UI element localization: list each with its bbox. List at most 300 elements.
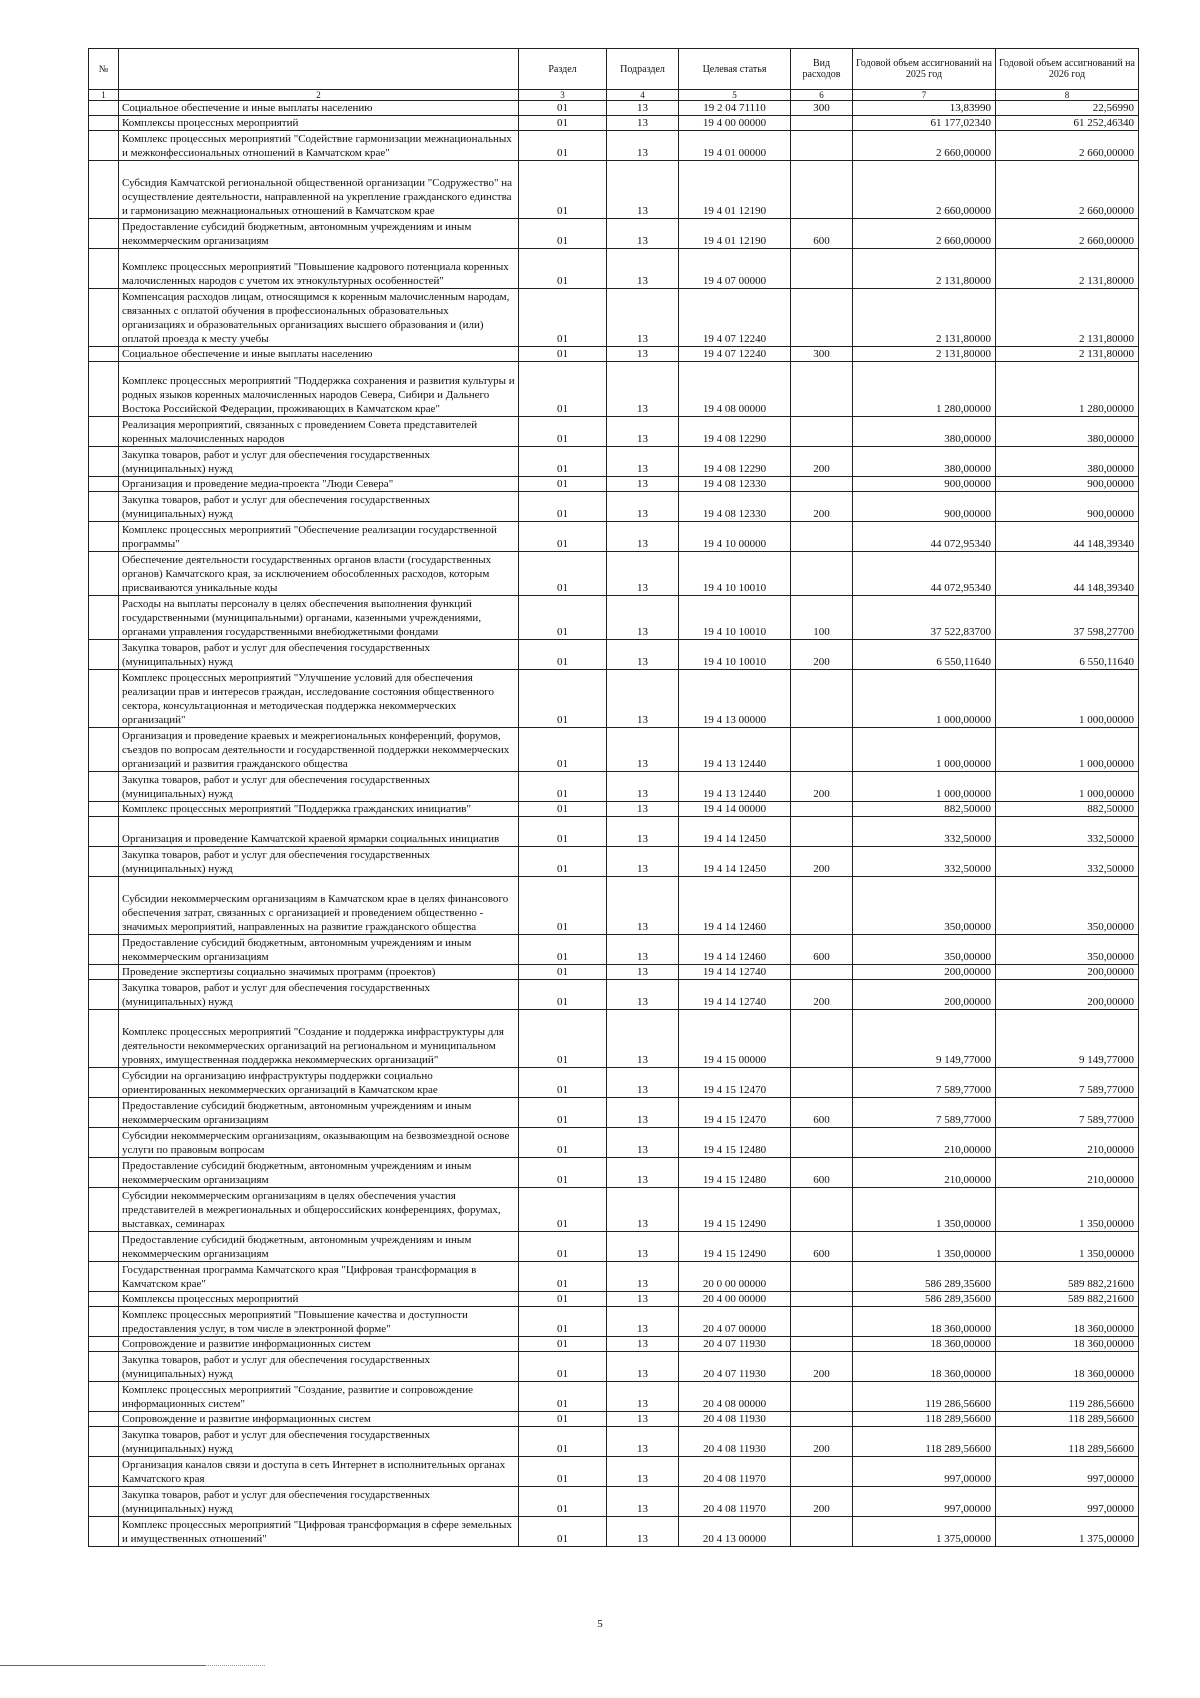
cell-vid	[791, 965, 853, 980]
cell-2026: 210,00000	[996, 1128, 1139, 1158]
cell-statya: 19 4 10 00000	[679, 522, 791, 552]
cell-name: Предоставление субсидий бюджетным, автономным учреждениям и иным некоммерческим организациям	[119, 1232, 519, 1262]
cell-vid	[791, 116, 853, 131]
cell-razdel: 01	[519, 522, 607, 552]
cell-statya: 19 4 15 12480	[679, 1158, 791, 1188]
cell-2025: 997,00000	[853, 1457, 996, 1487]
cell-2026: 1 000,00000	[996, 728, 1139, 772]
cell-name: Закупка товаров, работ и услуг для обеспечения государственных (муниципальных) нужд	[119, 980, 519, 1010]
col-number: 5	[679, 90, 791, 101]
cell-2026: 380,00000	[996, 417, 1139, 447]
cell-razdel: 01	[519, 1262, 607, 1292]
cell-num	[89, 670, 119, 728]
cell-vid	[791, 522, 853, 552]
cell-podrazdel: 13	[607, 447, 679, 477]
header-razdel: Раздел	[519, 49, 607, 90]
cell-name: Субсидии некоммерческим организациям в Камчатском крае в целях финансового обеспечения затрат, связанных с организацией и проведением общественно - значимых мероприятий, направленных на развитие гражданского общества	[119, 877, 519, 935]
table-row	[89, 877, 1139, 935]
cell-vid	[791, 362, 853, 417]
table-row	[89, 772, 1139, 802]
cell-podrazdel: 13	[607, 1098, 679, 1128]
cell-razdel: 01	[519, 447, 607, 477]
cell-num	[89, 522, 119, 552]
budget-table	[88, 48, 1139, 1547]
cell-num	[89, 1158, 119, 1188]
cell-name: Организация и проведение медиа-проекта "Люди Севера"	[119, 477, 519, 492]
cell-statya: 19 4 15 12470	[679, 1098, 791, 1128]
cell-razdel: 01	[519, 802, 607, 817]
cell-2026: 7 589,77000	[996, 1098, 1139, 1128]
cell-num	[89, 1307, 119, 1337]
cell-num	[89, 1010, 119, 1068]
cell-num	[89, 772, 119, 802]
cell-podrazdel: 13	[607, 289, 679, 347]
cell-2026: 589 882,21600	[996, 1292, 1139, 1307]
cell-statya: 19 4 07 12240	[679, 347, 791, 362]
cell-statya: 19 4 01 12190	[679, 161, 791, 219]
cell-num	[89, 596, 119, 640]
cell-razdel: 01	[519, 1098, 607, 1128]
cell-2025: 7 589,77000	[853, 1098, 996, 1128]
cell-podrazdel: 13	[607, 492, 679, 522]
cell-podrazdel: 13	[607, 1188, 679, 1232]
cell-2026: 7 589,77000	[996, 1068, 1139, 1098]
cell-2026: 380,00000	[996, 447, 1139, 477]
cell-statya: 19 4 00 00000	[679, 116, 791, 131]
table-row	[89, 417, 1139, 447]
cell-podrazdel: 13	[607, 1517, 679, 1547]
cell-name: Комплекс процессных мероприятий "Обеспечение реализации государственной программы"	[119, 522, 519, 552]
cell-name: Сопровождение и развитие информационных систем	[119, 1412, 519, 1427]
cell-2025: 200,00000	[853, 965, 996, 980]
cell-2025: 332,50000	[853, 847, 996, 877]
cell-statya: 19 4 14 12450	[679, 847, 791, 877]
cell-num	[89, 249, 119, 289]
cell-num	[89, 347, 119, 362]
header-statya: Целевая статья	[679, 49, 791, 90]
cell-num	[89, 1128, 119, 1158]
cell-podrazdel: 13	[607, 1292, 679, 1307]
cell-num	[89, 817, 119, 847]
cell-name: Комплекс процессных мероприятий "Повышение кадрового потенциала коренных малочисленных народов с учетом их этнокультурных особенностей"	[119, 249, 519, 289]
cell-vid	[791, 1307, 853, 1337]
table-row	[89, 1068, 1139, 1098]
table-row	[89, 817, 1139, 847]
cell-statya: 19 4 01 12190	[679, 219, 791, 249]
cell-2026: 9 149,77000	[996, 1010, 1139, 1068]
table-row	[89, 596, 1139, 640]
cell-razdel: 01	[519, 980, 607, 1010]
cell-2025: 1 375,00000	[853, 1517, 996, 1547]
cell-2025: 2 660,00000	[853, 219, 996, 249]
table-row	[89, 1188, 1139, 1232]
cell-statya: 19 4 08 12290	[679, 417, 791, 447]
table-row	[89, 1307, 1139, 1337]
cell-razdel: 01	[519, 728, 607, 772]
cell-vid	[791, 1517, 853, 1547]
cell-2025: 2 660,00000	[853, 161, 996, 219]
cell-num	[89, 1517, 119, 1547]
cell-razdel: 01	[519, 877, 607, 935]
table-row	[89, 1382, 1139, 1412]
cell-name: Комплекс процессных мероприятий "Содействие гармонизации межнациональных и межконфессиональных отношений в Камчатском крае"	[119, 131, 519, 161]
cell-razdel: 01	[519, 1382, 607, 1412]
cell-2026: 6 550,11640	[996, 640, 1139, 670]
cell-podrazdel: 13	[607, 131, 679, 161]
cell-name: Закупка товаров, работ и услуг для обеспечения государственных (муниципальных) нужд	[119, 847, 519, 877]
cell-razdel: 01	[519, 640, 607, 670]
cell-2026: 882,50000	[996, 802, 1139, 817]
cell-vid: 600	[791, 1232, 853, 1262]
cell-statya: 19 4 08 00000	[679, 362, 791, 417]
table-row	[89, 1487, 1139, 1517]
cell-name: Субсидии на организацию инфраструктуры поддержки социально ориентированных некоммерческих организаций в Камчатском крае	[119, 1068, 519, 1098]
cell-num	[89, 417, 119, 447]
cell-name: Предоставление субсидий бюджетным, автономным учреждениям и иным некоммерческим организациям	[119, 219, 519, 249]
table-row	[89, 1262, 1139, 1292]
cell-2025: 7 589,77000	[853, 1068, 996, 1098]
table-row	[89, 249, 1139, 289]
cell-num	[89, 640, 119, 670]
cell-2025: 2 131,80000	[853, 347, 996, 362]
cell-podrazdel: 13	[607, 1232, 679, 1262]
cell-statya: 19 4 14 00000	[679, 802, 791, 817]
cell-statya: 19 4 13 12440	[679, 728, 791, 772]
cell-2025: 380,00000	[853, 417, 996, 447]
cell-2026: 44 148,39340	[996, 522, 1139, 552]
cell-vid	[791, 877, 853, 935]
cell-podrazdel: 13	[607, 417, 679, 447]
cell-name: Расходы на выплаты персоналу в целях обеспечения выполнения функций государственными (муниципальными) органами, казенными учреждениями, органами управления государственными внебюджетными фондами	[119, 596, 519, 640]
cell-razdel: 01	[519, 249, 607, 289]
cell-vid: 200	[791, 492, 853, 522]
cell-name: Субсидии некоммерческим организациям в целях обеспечения участия представителей в межрегиональных и общероссийских конференциях, форумах, выставках, семинарах	[119, 1188, 519, 1232]
cell-num	[89, 447, 119, 477]
cell-vid	[791, 1412, 853, 1427]
cell-2026: 1 350,00000	[996, 1232, 1139, 1262]
table-row	[89, 1517, 1139, 1547]
cell-2026: 22,56990	[996, 101, 1139, 116]
cell-vid: 200	[791, 447, 853, 477]
cell-2025: 2 131,80000	[853, 249, 996, 289]
cell-name: Организация каналов связи и доступа в сеть Интернет в исполнительных органах Камчатского края	[119, 1457, 519, 1487]
cell-num	[89, 1412, 119, 1427]
cell-vid	[791, 670, 853, 728]
cell-2025: 118 289,56600	[853, 1412, 996, 1427]
cell-2025: 9 149,77000	[853, 1010, 996, 1068]
cell-vid	[791, 417, 853, 447]
cell-name: Закупка товаров, работ и услуг для обеспечения государственных (муниципальных) нужд	[119, 772, 519, 802]
cell-vid: 300	[791, 347, 853, 362]
cell-name: Закупка товаров, работ и услуг для обеспечения государственных (муниципальных) нужд	[119, 1427, 519, 1457]
cell-podrazdel: 13	[607, 772, 679, 802]
col-number: 4	[607, 90, 679, 101]
cell-2025: 332,50000	[853, 817, 996, 847]
cell-name: Закупка товаров, работ и услуг для обеспечения государственных (муниципальных) нужд	[119, 1487, 519, 1517]
cell-num	[89, 1352, 119, 1382]
cell-vid: 300	[791, 101, 853, 116]
header-name	[119, 49, 519, 90]
cell-statya: 19 4 15 12490	[679, 1188, 791, 1232]
cell-name: Закупка товаров, работ и услуг для обеспечения государственных (муниципальных) нужд	[119, 640, 519, 670]
cell-vid	[791, 1457, 853, 1487]
cell-statya: 20 0 00 00000	[679, 1262, 791, 1292]
cell-name: Закупка товаров, работ и услуг для обеспечения государственных (муниципальных) нужд	[119, 1352, 519, 1382]
table-row	[89, 802, 1139, 817]
cell-razdel: 01	[519, 847, 607, 877]
cell-num	[89, 101, 119, 116]
cell-2025: 882,50000	[853, 802, 996, 817]
cell-num	[89, 161, 119, 219]
cell-podrazdel: 13	[607, 249, 679, 289]
col-number: 2	[119, 90, 519, 101]
cell-vid: 600	[791, 1158, 853, 1188]
cell-statya: 19 4 15 12480	[679, 1128, 791, 1158]
cell-num	[89, 1262, 119, 1292]
col-number: 6	[791, 90, 853, 101]
table-row	[89, 131, 1139, 161]
cell-2025: 1 000,00000	[853, 772, 996, 802]
table-row	[89, 362, 1139, 417]
cell-2026: 1 000,00000	[996, 670, 1139, 728]
cell-2026: 210,00000	[996, 1158, 1139, 1188]
cell-2025: 350,00000	[853, 877, 996, 935]
cell-podrazdel: 13	[607, 1307, 679, 1337]
cell-2025: 44 072,95340	[853, 522, 996, 552]
cell-podrazdel: 13	[607, 980, 679, 1010]
cell-2026: 332,50000	[996, 817, 1139, 847]
cell-name: Закупка товаров, работ и услуг для обеспечения государственных (муниципальных) нужд	[119, 447, 519, 477]
cell-2025: 380,00000	[853, 447, 996, 477]
cell-razdel: 01	[519, 1158, 607, 1188]
table-row	[89, 1098, 1139, 1128]
cell-razdel: 01	[519, 1487, 607, 1517]
cell-vid	[791, 1128, 853, 1158]
table-row	[89, 1158, 1139, 1188]
cell-statya: 20 4 08 11930	[679, 1427, 791, 1457]
cell-podrazdel: 13	[607, 1352, 679, 1382]
cell-podrazdel: 13	[607, 847, 679, 877]
table-row	[89, 447, 1139, 477]
cell-vid: 600	[791, 219, 853, 249]
cell-2026: 900,00000	[996, 477, 1139, 492]
cell-razdel: 01	[519, 817, 607, 847]
cell-razdel: 01	[519, 161, 607, 219]
cell-razdel: 01	[519, 477, 607, 492]
cell-statya: 20 4 07 11930	[679, 1352, 791, 1382]
cell-podrazdel: 13	[607, 101, 679, 116]
cell-2026: 1 000,00000	[996, 772, 1139, 802]
cell-name: Социальное обеспечение и иные выплаты населению	[119, 347, 519, 362]
cell-num	[89, 1382, 119, 1412]
cell-podrazdel: 13	[607, 640, 679, 670]
cell-name: Социальное обеспечение и иные выплаты населению	[119, 101, 519, 116]
cell-2026: 44 148,39340	[996, 552, 1139, 596]
cell-2025: 13,83990	[853, 101, 996, 116]
col-number: 7	[853, 90, 996, 101]
table-row	[89, 1128, 1139, 1158]
table-row	[89, 1337, 1139, 1352]
table-row	[89, 116, 1139, 131]
col-number: 3	[519, 90, 607, 101]
cell-razdel: 01	[519, 935, 607, 965]
cell-2026: 589 882,21600	[996, 1262, 1139, 1292]
cell-name: Организация и проведение Камчатской краевой ярмарки социальных инициатив	[119, 817, 519, 847]
cell-name: Комплексы процессных мероприятий	[119, 1292, 519, 1307]
cell-name: Компенсация расходов лицам, относящимся к коренным малочисленным народам, связанных с оплатой обучения в профессиональных образовательных организациях и образовательных организациях высшего образования и (или) оплатой проезда к месту учебы	[119, 289, 519, 347]
cell-razdel: 01	[519, 1188, 607, 1232]
cell-vid	[791, 1337, 853, 1352]
cell-podrazdel: 13	[607, 1457, 679, 1487]
cell-podrazdel: 13	[607, 670, 679, 728]
cell-num	[89, 965, 119, 980]
cell-num	[89, 847, 119, 877]
header-row	[89, 49, 1139, 90]
cell-name: Предоставление субсидий бюджетным, автономным учреждениям и иным некоммерческим организациям	[119, 1158, 519, 1188]
cell-2026: 2 660,00000	[996, 219, 1139, 249]
cell-vid	[791, 1188, 853, 1232]
cell-statya: 19 4 15 00000	[679, 1010, 791, 1068]
cell-vid: 600	[791, 935, 853, 965]
page-number: 5	[597, 1618, 603, 1630]
cell-name: Комплекс процессных мероприятий "Улучшение условий для обеспечения реализации прав и интересов граждан, исследование состояния общественного сектора, консультационная и методическая поддержка некоммерческих организаций"	[119, 670, 519, 728]
cell-podrazdel: 13	[607, 1262, 679, 1292]
cell-2025: 900,00000	[853, 492, 996, 522]
cell-2025: 586 289,35600	[853, 1262, 996, 1292]
cell-vid: 200	[791, 1487, 853, 1517]
cell-2025: 1 350,00000	[853, 1188, 996, 1232]
cell-razdel: 01	[519, 1292, 607, 1307]
cell-vid	[791, 552, 853, 596]
cell-vid	[791, 802, 853, 817]
cell-2026: 2 131,80000	[996, 289, 1139, 347]
cell-podrazdel: 13	[607, 1487, 679, 1517]
cell-razdel: 01	[519, 1412, 607, 1427]
cell-razdel: 01	[519, 1517, 607, 1547]
cell-name: Предоставление субсидий бюджетным, автономным учреждениям и иным некоммерческим организациям	[119, 935, 519, 965]
cell-razdel: 01	[519, 417, 607, 447]
cell-2026: 118 289,56600	[996, 1412, 1139, 1427]
cell-2025: 2 660,00000	[853, 131, 996, 161]
cell-statya: 19 4 14 12740	[679, 980, 791, 1010]
table-row	[89, 1352, 1139, 1382]
cell-vid: 200	[791, 640, 853, 670]
cell-name: Обеспечение деятельности государственных органов власти (государственных органов) Камчатского края, за исключением обособленных расходов, которым присваиваются уникальные коды	[119, 552, 519, 596]
cell-statya: 20 4 08 11970	[679, 1487, 791, 1517]
cell-2025: 350,00000	[853, 935, 996, 965]
table-row	[89, 522, 1139, 552]
cell-2026: 350,00000	[996, 877, 1139, 935]
cell-statya: 20 4 07 11930	[679, 1337, 791, 1352]
table-row	[89, 477, 1139, 492]
cell-2025: 1 350,00000	[853, 1232, 996, 1262]
cell-podrazdel: 13	[607, 362, 679, 417]
cell-statya: 19 4 14 12460	[679, 935, 791, 965]
cell-statya: 20 4 08 11930	[679, 1412, 791, 1427]
cell-razdel: 01	[519, 347, 607, 362]
cell-podrazdel: 13	[607, 802, 679, 817]
cell-podrazdel: 13	[607, 522, 679, 552]
table-row	[89, 1457, 1139, 1487]
cell-2026: 1 280,00000	[996, 362, 1139, 417]
cell-num	[89, 980, 119, 1010]
cell-razdel: 01	[519, 965, 607, 980]
cell-razdel: 01	[519, 1457, 607, 1487]
cell-2026: 119 286,56600	[996, 1382, 1139, 1412]
cell-razdel: 01	[519, 1068, 607, 1098]
cell-2025: 6 550,11640	[853, 640, 996, 670]
cell-2025: 2 131,80000	[853, 289, 996, 347]
cell-name: Закупка товаров, работ и услуг для обеспечения государственных (муниципальных) нужд	[119, 492, 519, 522]
cell-razdel: 01	[519, 1307, 607, 1337]
cell-num	[89, 877, 119, 935]
cell-2026: 2 131,80000	[996, 347, 1139, 362]
cell-vid: 200	[791, 772, 853, 802]
cell-num	[89, 728, 119, 772]
cell-2026: 200,00000	[996, 965, 1139, 980]
cell-razdel: 01	[519, 131, 607, 161]
cell-name: Сопровождение и развитие информационных систем	[119, 1337, 519, 1352]
table-row	[89, 289, 1139, 347]
cell-num	[89, 131, 119, 161]
footer-rule-dotted	[205, 1665, 265, 1666]
cell-vid: 200	[791, 847, 853, 877]
cell-razdel: 01	[519, 670, 607, 728]
cell-vid	[791, 131, 853, 161]
table-row	[89, 1232, 1139, 1262]
cell-num	[89, 1188, 119, 1232]
cell-2026: 1 350,00000	[996, 1188, 1139, 1232]
cell-2025: 997,00000	[853, 1487, 996, 1517]
cell-2025: 18 360,00000	[853, 1352, 996, 1382]
cell-statya: 20 4 00 00000	[679, 1292, 791, 1307]
cell-2025: 44 072,95340	[853, 552, 996, 596]
cell-num	[89, 1427, 119, 1457]
cell-2025: 18 360,00000	[853, 1307, 996, 1337]
cell-name: Комплексы процессных мероприятий	[119, 116, 519, 131]
cell-podrazdel: 13	[607, 161, 679, 219]
cell-vid	[791, 1262, 853, 1292]
cell-statya: 20 4 08 11970	[679, 1457, 791, 1487]
cell-2026: 350,00000	[996, 935, 1139, 965]
cell-statya: 19 4 10 10010	[679, 552, 791, 596]
cell-statya: 19 4 08 12330	[679, 492, 791, 522]
cell-statya: 19 4 08 12290	[679, 447, 791, 477]
cell-2026: 2 131,80000	[996, 249, 1139, 289]
cell-num	[89, 1292, 119, 1307]
cell-statya: 19 4 13 12440	[679, 772, 791, 802]
cell-num	[89, 289, 119, 347]
cell-podrazdel: 13	[607, 877, 679, 935]
table-row	[89, 935, 1139, 965]
cell-num	[89, 1098, 119, 1128]
cell-podrazdel: 13	[607, 477, 679, 492]
cell-num	[89, 1337, 119, 1352]
table-row	[89, 161, 1139, 219]
cell-2026: 18 360,00000	[996, 1352, 1139, 1382]
cell-2026: 61 252,46340	[996, 116, 1139, 131]
cell-razdel: 01	[519, 1232, 607, 1262]
cell-podrazdel: 13	[607, 1382, 679, 1412]
table-row	[89, 1292, 1139, 1307]
cell-razdel: 01	[519, 596, 607, 640]
cell-2025: 61 177,02340	[853, 116, 996, 131]
cell-podrazdel: 13	[607, 1337, 679, 1352]
cell-razdel: 01	[519, 1337, 607, 1352]
header-podrazdel: Подраздел	[607, 49, 679, 90]
cell-2025: 118 289,56600	[853, 1427, 996, 1457]
cell-podrazdel: 13	[607, 1128, 679, 1158]
